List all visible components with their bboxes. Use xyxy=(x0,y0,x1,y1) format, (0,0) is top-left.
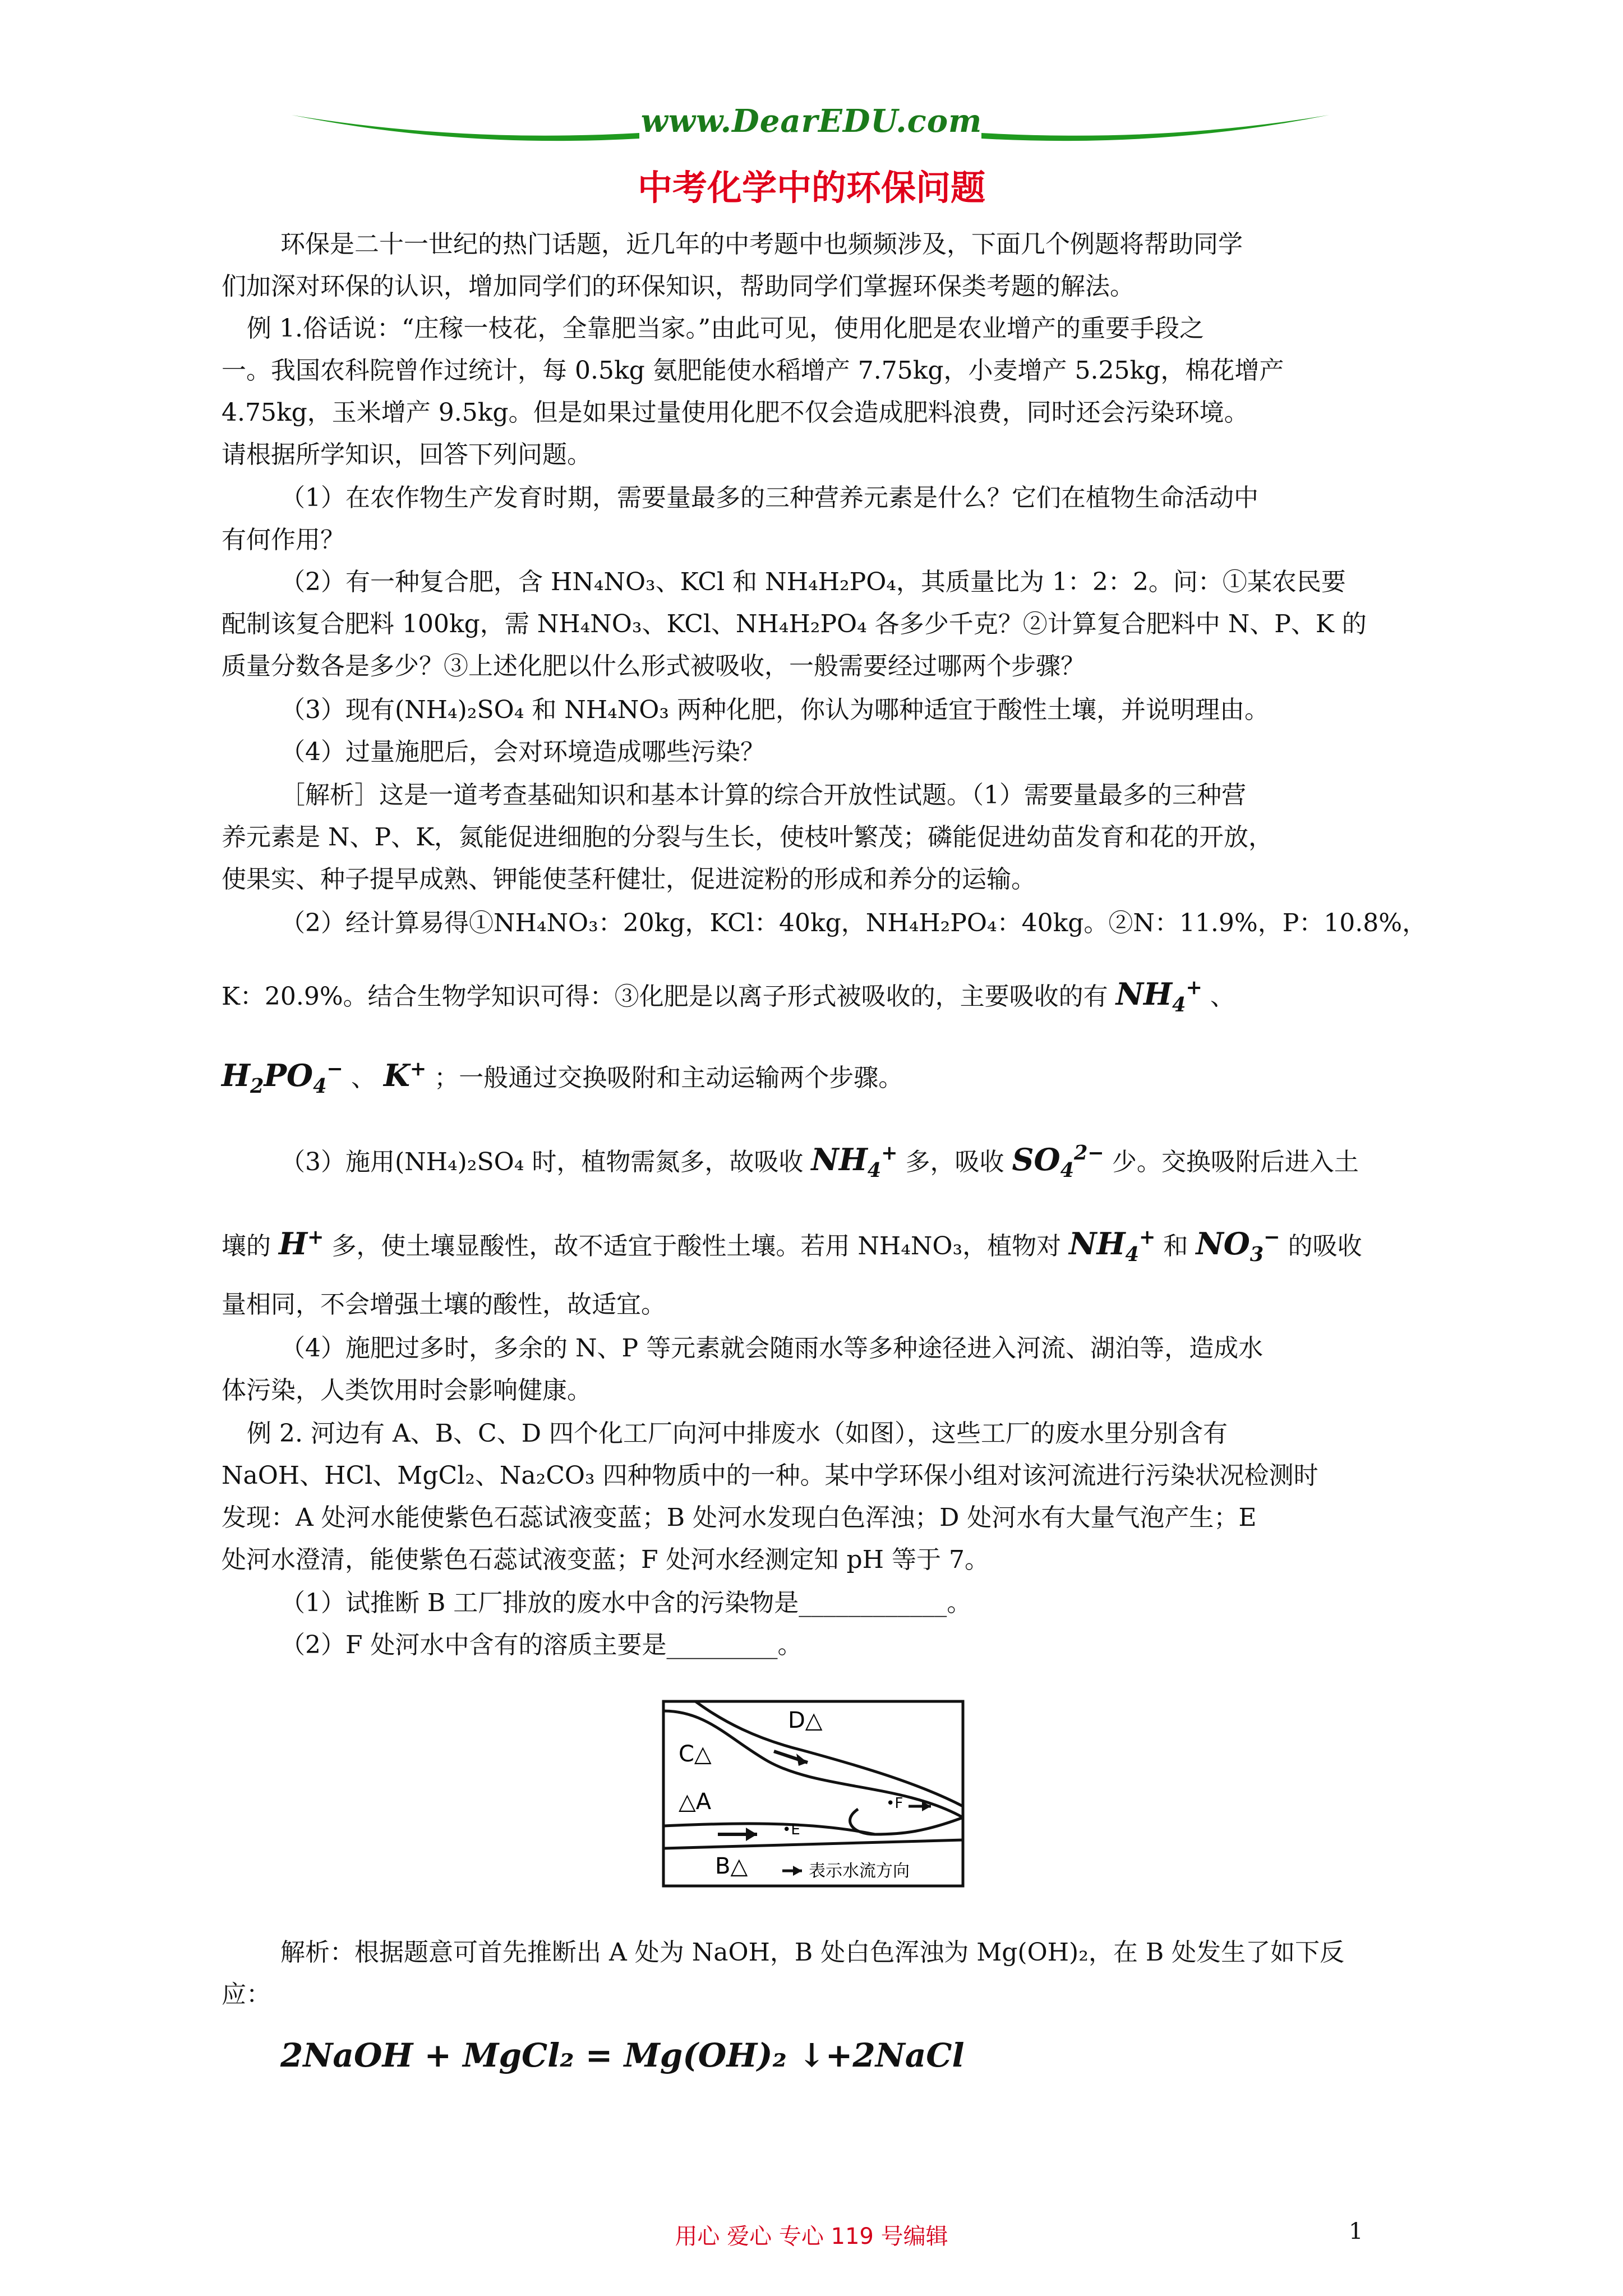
body-line: 应： xyxy=(222,1980,271,2009)
body-line: （3）现有(NH₄)₂SO₄ 和 NH₄NO₃ 两种化肥，你认为哪种适宜于酸性土壤，并说明理由。 xyxy=(280,696,1270,724)
body-text: K：20.9%。结合生物学知识可得：③化肥是以离子形式被吸收的，主要吸收的有 xyxy=(222,982,1108,1011)
body-line: （2）F 处河水中含有的溶质主要是_________。 xyxy=(280,1631,803,1659)
body-line: （4）过量施肥后，会对环境造成哪些污染？ xyxy=(280,738,765,766)
body-line: （1）试推断 B 工厂排放的废水中含的污染物是____________。 xyxy=(280,1589,972,1617)
label-f: •F xyxy=(886,1795,903,1812)
site-url: www.DearEDU.com xyxy=(640,103,983,140)
footer-text: 用心 爱心 专心 119 号编辑 xyxy=(675,2224,948,2249)
legend-text: 表示水流方向 xyxy=(809,1861,910,1881)
ion-nh4: $NH_4^+$ xyxy=(1115,976,1202,1016)
body-line: 一。我国农科院曾作过统计，每 0.5kg 氨肥能使水稻增产 7.75kg，小麦增产 5.25kg，棉花增产 xyxy=(222,356,1284,385)
body-text: 和 xyxy=(1163,1232,1188,1260)
page-number: 1 xyxy=(1349,2219,1363,2244)
body-line: 环保是二十一世纪的热门话题，近几年的中考题中也频频涉及，下面几个例题将帮助同学 xyxy=(280,230,1243,259)
body-line: 4.75kg，玉米增产 9.5kg。但是如果过量使用化肥不仅会造成肥料浪费，同时还会污染环境。 xyxy=(222,398,1249,427)
ion-no3: $NO_3^-$ xyxy=(1196,1226,1280,1266)
body-line: 请根据所学知识，回答下列问题。 xyxy=(222,440,592,469)
body-line: （2）经计算易得①NH₄NO₃：20kg，KCl：40kg，NH₄H₂PO₄：40kg。②N：11.9%，P：10.8%， xyxy=(280,909,1427,937)
body-line: 有何作用？ xyxy=(222,526,345,554)
body-line: $H_2PO_4^-$ 、 K+ ；一般通过交换吸附和主动运输两个步骤。 xyxy=(222,1057,903,1098)
body-line: 例 1.俗话说：“庄稼一枝花，全靠肥当家。”由此可见，使用化肥是农业增产的重要手段之 xyxy=(247,314,1204,343)
label-c: C△ xyxy=(679,1741,712,1767)
label-a: △A xyxy=(679,1789,712,1815)
ion-h2po4: $H_2PO_4^-$ xyxy=(222,1057,343,1098)
body-line: 量相同，不会增强土壤的酸性，故适宜。 xyxy=(222,1290,666,1319)
body-line: 们加深对环保的认识，增加同学们的环保知识，帮助同学们掌握环保类考题的解法。 xyxy=(222,272,1135,301)
page-title: 中考化学中的环保问题 xyxy=(637,167,985,208)
body-line xyxy=(222,1223,1444,1269)
chemical-equation: 2NaOH + MgCl₂ = Mg(OH)₂ ↓+2NaCl xyxy=(280,2036,965,2074)
ion-h: H+ xyxy=(279,1226,324,1262)
ion-nh4: $NH_4^+$ xyxy=(811,1142,898,1182)
body-line: 处河水澄清，能使紫色石蕊试液变蓝；F 处河水经测定知 pH 等于 7。 xyxy=(222,1545,990,1574)
body-line: 质量分数各是多少？③上述化肥以什么形式被吸收，一般需要经过哪两个步骤？ xyxy=(222,652,1085,680)
body-line: 配制该复合肥料 100kg，需 NH₄NO₃、KCl、NH₄H₂PO₄ 各多少千克？②计算复合肥料中 N、P、K 的 xyxy=(222,610,1367,638)
body-line: 解析：根据题意可首先推断出 A 处为 NaOH，B 处白色浑浊为 Mg(OH)₂，在 B 处发生了如下反 xyxy=(280,1938,1345,1967)
body-line: 养元素是 N、P、K，氮能促进细胞的分裂与生长，使枝叶繁茂；磷能促进幼苗发育和花的开放， xyxy=(222,823,1273,852)
body-text: 多，使土壤显酸性，故不适宜于酸性土壤。若用 NH₄NO₃，植物对 xyxy=(331,1232,1062,1260)
body-line: 例 2. 河边有 A、B、C、D 四个化工厂向河中排废水（如图），这些工厂的废水里分别含有 xyxy=(247,1419,1228,1448)
body-text: 多，吸收 xyxy=(905,1148,1004,1176)
label-d: D△ xyxy=(788,1708,823,1733)
body-text: 壤的 xyxy=(222,1232,271,1260)
body-line: NaOH、HCl、MgCl₂、Na₂CO₃ 四种物质中的一种。某中学环保小组对该河流进行污染状况检测时 xyxy=(222,1461,1318,1490)
body-text: ；一般通过交换吸附和主动运输两个步骤。 xyxy=(434,1064,903,1092)
body-line: 体污染，人类饮用时会影响健康。 xyxy=(222,1376,592,1405)
body-line: 使果实、种子提早成熟、钾能使茎秆健壮，促进淀粉的形成和养分的运输。 xyxy=(222,865,1036,894)
body-line: （2）有一种复合肥，含 HN₄NO₃、KCl 和 NH₄H₂PO₄，其质量比为 1：2：2。问：①某农民要 xyxy=(280,568,1346,596)
label-b: B△ xyxy=(715,1853,748,1879)
ion-k: K+ xyxy=(383,1057,427,1093)
body-line: 发现：A 处河水能使紫色石蕊试液变蓝；B 处河水发现白色浑浊；D 处河水有大量气泡产生；E xyxy=(222,1503,1257,1532)
body-line: （4）施肥过多时，多余的 N、P 等元素就会随雨水等多种途径进入河流、湖泊等，造成水 xyxy=(280,1334,1264,1363)
body-text: （3）施用(NH₄)₂SO₄ 时，植物需氮多，故吸收 xyxy=(280,1148,804,1176)
river-diagram xyxy=(662,1700,965,1888)
ion-nh4: $NH_4^+$ xyxy=(1069,1226,1156,1266)
ion-so4: $SO_4^{2-}$ xyxy=(1012,1142,1104,1182)
body-line: K：20.9%。结合生物学知识可得：③化肥是以离子形式被吸收的，主要吸收的有 $NH_4^+$ 、 xyxy=(222,976,1235,1016)
label-e: •E xyxy=(782,1821,800,1838)
body-text: 少。交换吸附后进入土 xyxy=(1112,1148,1359,1176)
body-line xyxy=(280,1139,1503,1185)
body-text: 的吸收 xyxy=(1288,1232,1362,1260)
body-line: （1）在农作物生产发育时期，需要量最多的三种营养元素是什么？它们在植物生命活动中 xyxy=(280,484,1258,512)
body-line: ［解析］这是一道考查基础知识和基本计算的综合开放性试题。（1）需要量最多的三种营 xyxy=(280,781,1246,809)
